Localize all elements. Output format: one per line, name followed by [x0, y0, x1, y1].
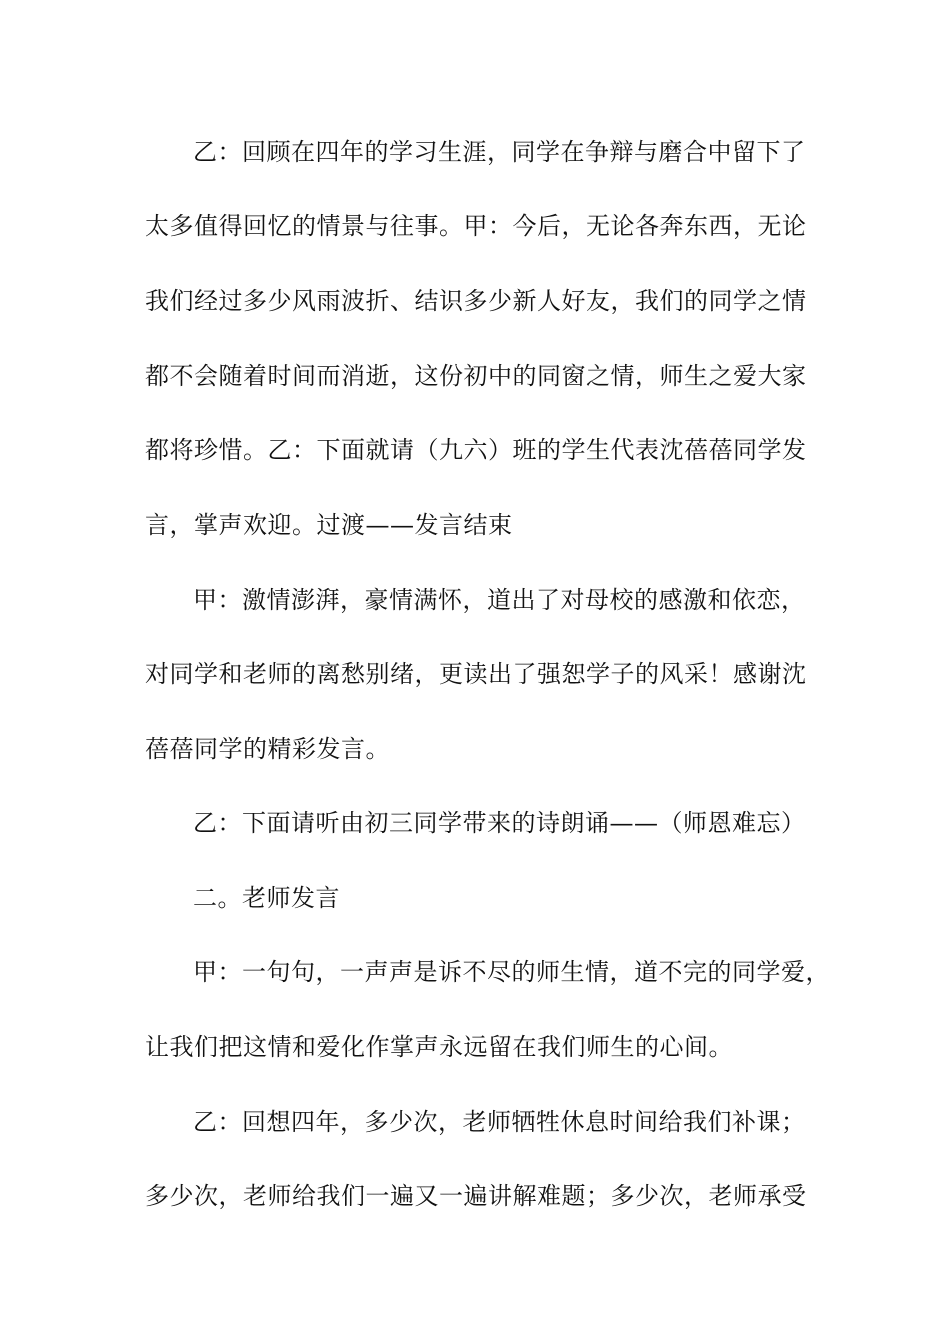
- text-line: [0, 281, 950, 321]
- text-line: [0, 1027, 950, 1067]
- text-line: [0, 654, 950, 694]
- line-text: 让我们把这情和爱化作掌声永远留在我们师生的心间。: [145, 1033, 733, 1061]
- line-text: 都不会随着时间而消逝，这份初中的同窗之情，师生之爱大家: [145, 362, 807, 390]
- line-text: 对同学和老师的离愁别绪，更读出了强恕学子的风采！感谢沈: [145, 660, 807, 688]
- text-line: [0, 580, 950, 620]
- line-text: 乙：回想四年，多少次，老师牺牲休息时间给我们补课；: [193, 1108, 806, 1136]
- text-line: [0, 132, 950, 172]
- line-text: 乙：回顾在四年的学习生涯，同学在争辩与磨合中留下了: [193, 138, 806, 166]
- text-line: [0, 803, 950, 843]
- line-text: 多少次，老师给我们一遍又一遍讲解难题；多少次，老师承受: [145, 1182, 807, 1210]
- line-text: 都将珍惜。乙：下面就请（九六）班的学生代表沈蓓蓓同学发: [145, 436, 807, 464]
- line-text: 太多值得回忆的情景与往事。甲：今后，无论各奔东西，无论: [145, 212, 807, 240]
- line-text: 蓓蓓同学的精彩发言。: [145, 735, 390, 763]
- line-text: 二。老师发言: [193, 884, 340, 912]
- line-text: 我们经过多少风雨波折、结识多少新人好友，我们的同学之情: [145, 287, 807, 315]
- section-heading: [0, 878, 950, 918]
- text-line: [0, 430, 950, 470]
- text-line: [0, 729, 950, 769]
- text-line: [0, 356, 950, 396]
- line-text: 乙：下面请听由初三同学带来的诗朗诵——（师恩难忘）: [193, 809, 806, 837]
- line-text: 甲：一句句，一声声是诉不尽的师生情，道不完的同学爱，: [193, 958, 830, 986]
- text-line: [0, 952, 950, 992]
- text-line: [0, 505, 950, 545]
- text-line: [0, 206, 950, 246]
- line-text: 言，掌声欢迎。过渡——发言结束: [145, 511, 513, 539]
- text-line: [0, 1102, 950, 1142]
- line-text: 甲：激情澎湃，豪情满怀，道出了对母校的感激和依恋，: [193, 586, 806, 614]
- text-line: [0, 1176, 950, 1216]
